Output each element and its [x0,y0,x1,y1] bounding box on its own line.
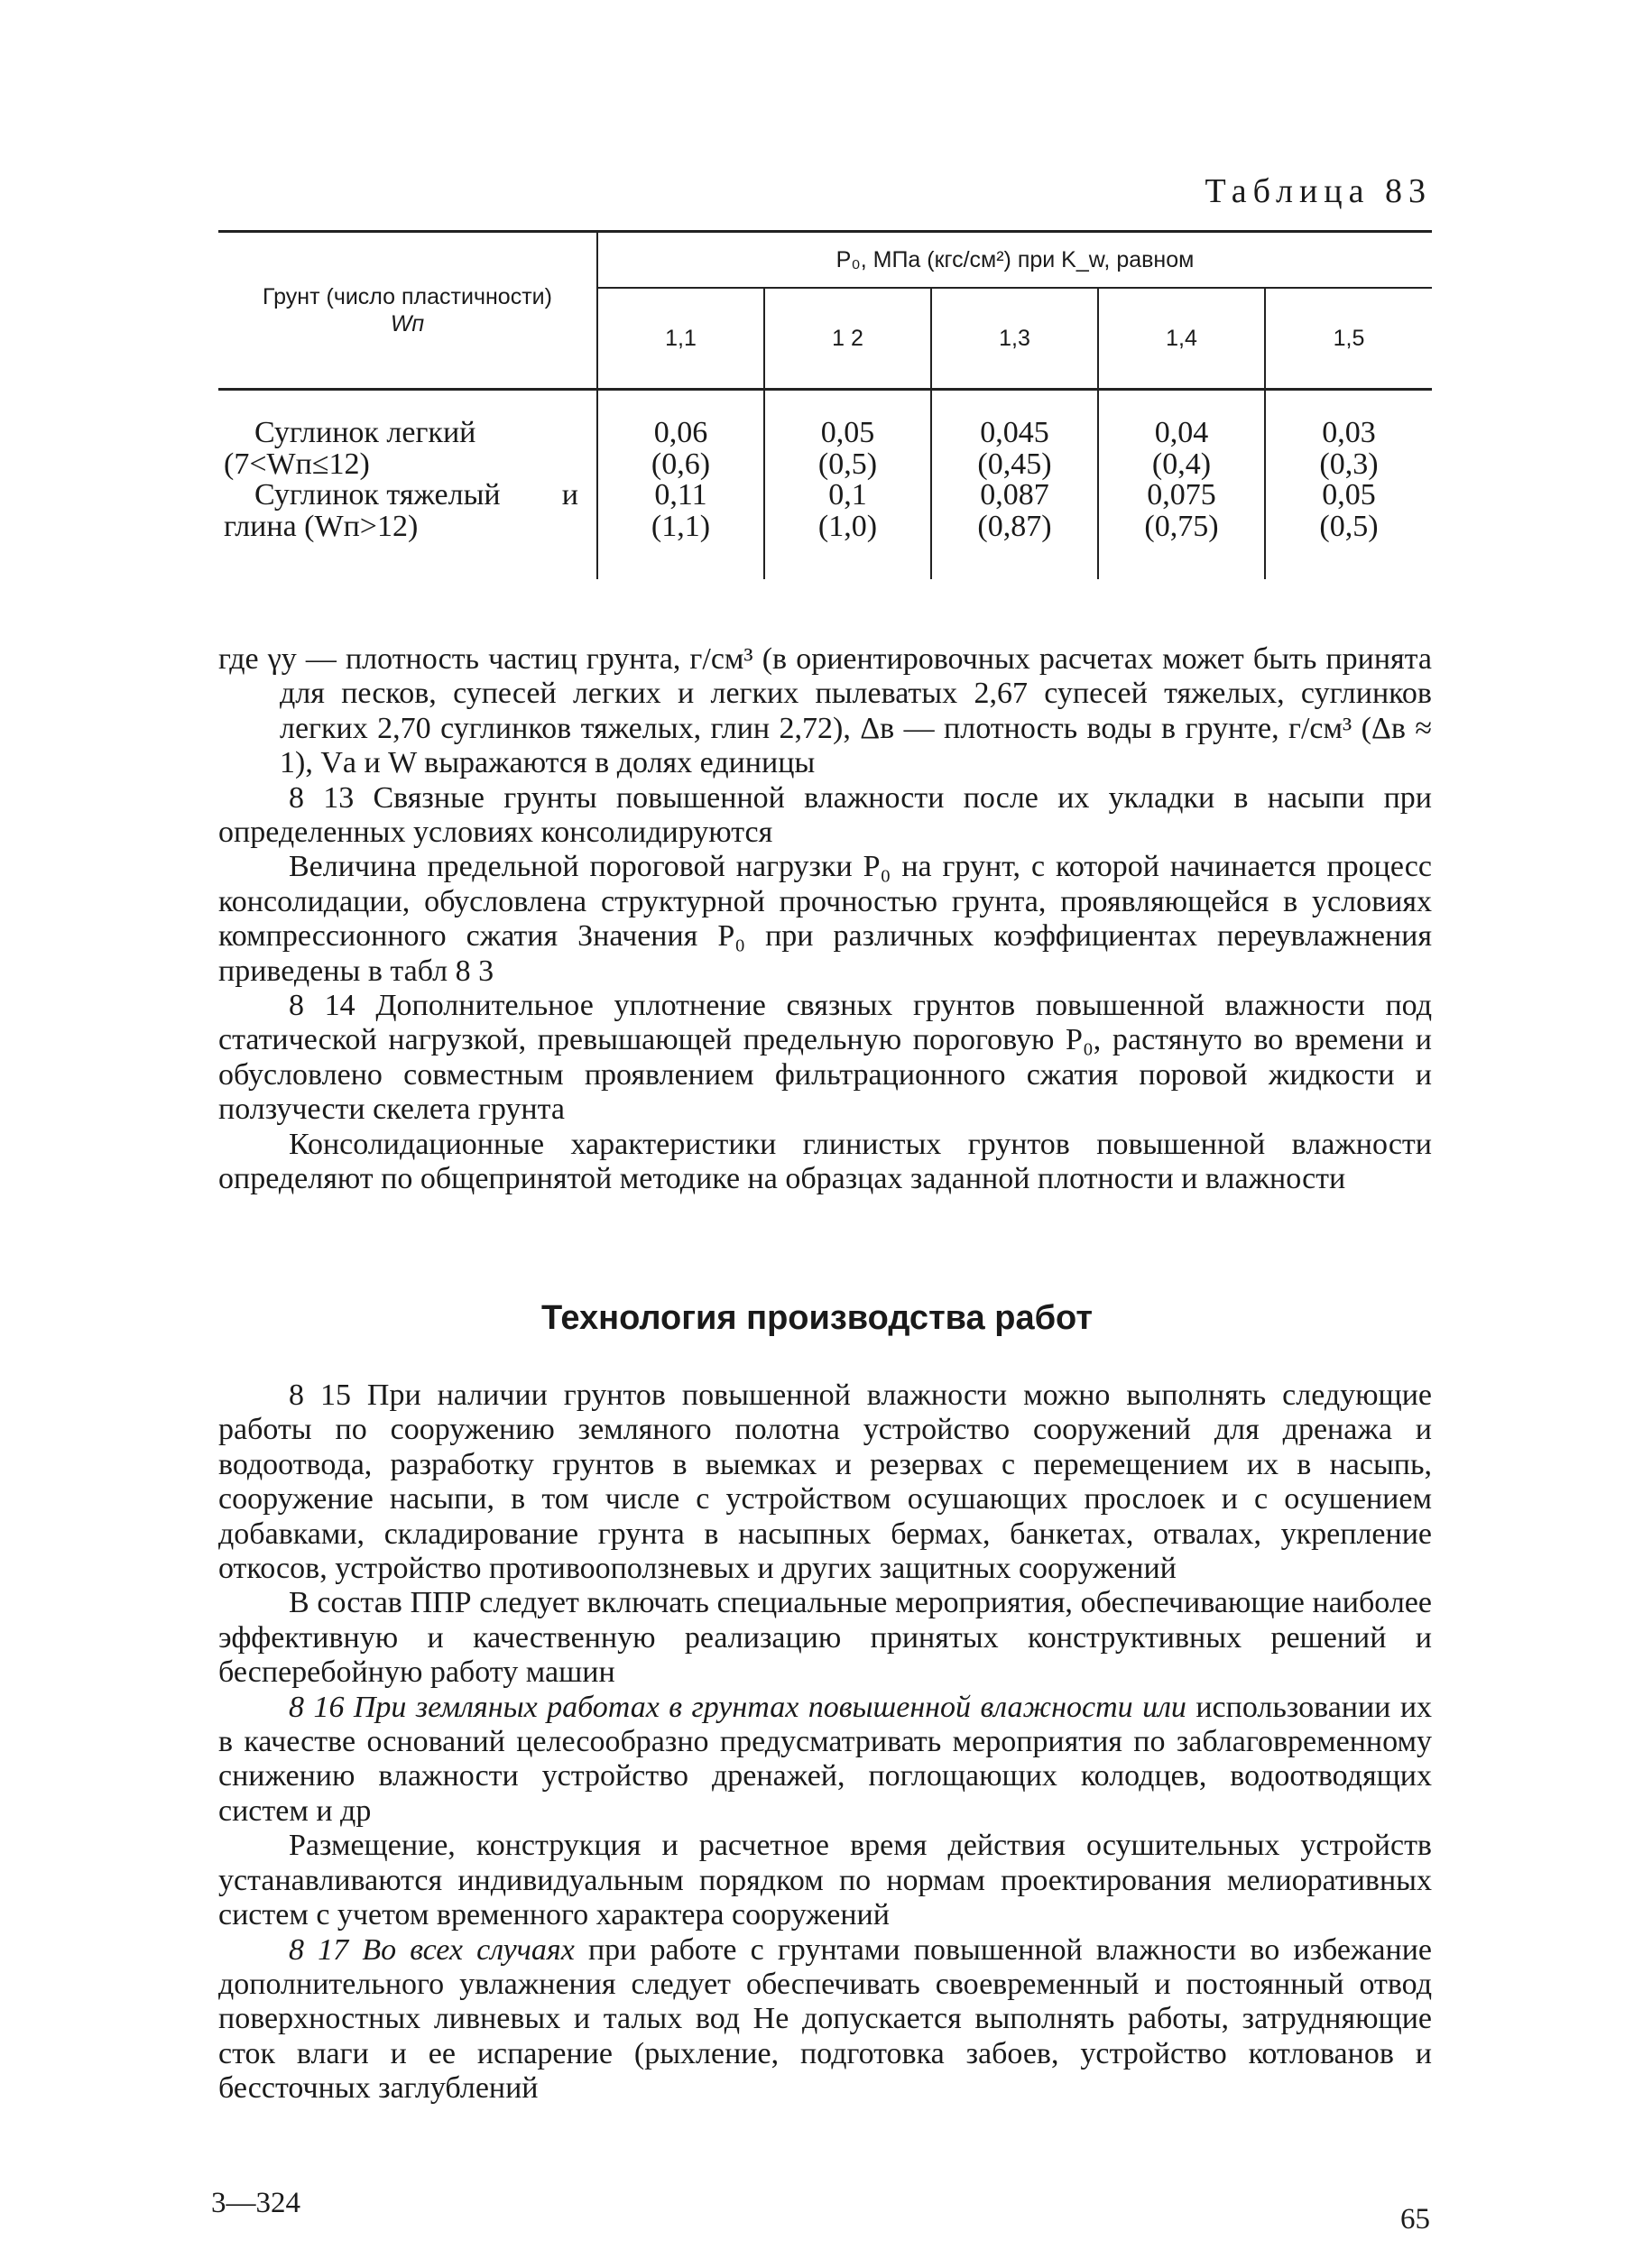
signature-mark: 3—324 [211,2187,300,2219]
table-value: 0,03 [1322,416,1376,449]
paragraph-8-16 [218,1691,1432,1830]
header-k-5: 1,5 [1265,288,1432,390]
table-value: 0,087 [980,478,1049,512]
header-soil-line2: Wп [390,311,425,337]
table-value: (0,45) [977,447,1052,481]
table-value: (0,75) [1144,510,1219,544]
soil-label-light-loam-range: (7<Wп≤12) [224,447,370,481]
soil-label-clay: глина (Wп>12) [224,510,419,544]
table-cell-k-4 [1098,390,1265,579]
header-soil [218,232,597,390]
table-value: (0,87) [977,510,1052,544]
table-value: (0,6) [651,447,711,481]
header-soil-line1: Грунт (число пластичности) [263,284,552,309]
header-k-3: 1,3 [931,288,1098,390]
consolidation-load-table [218,230,1432,579]
table-value: 0,075 [1147,478,1216,512]
paragraph-8-16-rest: использовании их в качестве оснований целесообразно предусматривать мероприятия по заблаговременному снижению влажности устройство дренажей, поглощающих колодцев, водоотводящих систем и др [218,1690,1433,1828]
table-value: 0,05 [820,416,875,449]
table-value: (1,0) [817,510,878,544]
header-k-1: 1,1 [597,288,764,390]
paragraph-ppr: В состав ППР следует включать специальные мероприятия, обеспечивающие наиболее эффективную и качественную реализацию принятых конструктивных решений и бесперебойную работу машин [218,1586,1432,1690]
table-value: 0,04 [1154,416,1209,449]
table-cell-k-2 [764,390,931,579]
table-value: (0,4) [1151,447,1212,481]
paragraph-8-17-italic: 8 17 Во всех случаях [289,1932,575,1967]
table-value: (0,3) [1319,447,1379,481]
paragraph-8-13: 8 13 Связные грунты повышенной влажности после их укладки в насыпи при определенных условиях консолидируются [218,780,1432,850]
header-k-4: 1,4 [1098,288,1265,390]
where-lead: где γу — [218,642,337,676]
soil-label-heavy-loam [224,480,578,512]
paragraph-placement: Размещение, конструкция и расчетное время действия осушительных устройств устанавливаются индивидуальным порядком по нормам проектирования мелиоративных систем с учетом временного характера сооружений [218,1829,1432,1932]
where-body: плотность частиц грунта, г/см³ (в ориентировочных расчетах может быть принята для песков, супесей легких и легких пылеватых 2,67 супесей тяжелых, суглинков легких 2,70 суглинков тяжелых, глин 2,72), Δв — плотность воды в грунте, г/см³ (Δв ≈ 1), Vа и W выражаются в долях единицы [280,642,1433,780]
table-value: 0,06 [653,416,708,449]
lower-text [218,1378,1432,2107]
table-value: 0,045 [980,416,1049,449]
upper-text [218,642,1432,1197]
header-param: P₀, МПа (кгс/см²) при K_w, равном [597,232,1432,289]
paragraph-8-17 [218,1933,1432,2107]
soil-label-heavy-loam-conj: и [561,478,578,512]
table-value: (0,5) [817,447,878,481]
table-title: Таблица 83 [1205,172,1432,210]
paragraph-8-14: 8 14 Дополнительное уплотнение связных грунтов повышенной влажности под статической нагрузкой, превышающей предельную пороговую P₀, растянуто во времени и обусловлено совместным проявлением фильтрационного сжатия поровой жидкости и ползучести скелета грунта [218,989,1432,1127]
table-value: 0,1 [828,478,867,512]
header-k-2: 1 2 [764,288,931,390]
table-value: 0,05 [1322,478,1376,512]
table-value: (1,1) [651,510,711,544]
where-paragraph [218,642,1432,781]
table-cell-k-3 [931,390,1098,579]
table-row [218,390,1432,579]
paragraph-8-15: 8 15 При наличии грунтов повышенной влажности можно выполнять следующие работы по сооружению земляного полотна устройство сооружений для дренажа и водоотвода, разработку грунтов в выемках и резервах с перемещением их в насыпь, сооружение насыпи, в том числе с устройством осушающих прослоек и с осушением добавками, складирование грунта в насыпных бермах, банкетах, отвалах, укрепление откосов, устройство противооползневых и других защитных сооружений [218,1378,1432,1586]
soil-label-heavy-loam-text: Суглинок тяжелый [254,478,501,512]
page-number: 65 [1400,2203,1430,2236]
paragraph-8-16-italic: 8 16 При земляных работах в грунтах повышенной влажности или [289,1690,1186,1724]
table-cell-k-1 [597,390,764,579]
table-value: (0,5) [1319,510,1379,544]
table-value: 0,11 [654,478,707,512]
soil-labels [218,390,597,579]
paragraph-consolidation: Консолидационные характеристики глинистых грунтов повышенной влажности определяют по общепринятой методике на образцах заданной плотности и влажности [218,1127,1432,1196]
paragraph-8-17-rest: при работе с грунтами повышенной влажности во избежание дополнительного увлажнения следует обеспечивать своевременный и постоянный отвод поверхностных ливневых и талых вод Не допускается выполнять работы, затрудняющие сток влаги и ее испарение (рыхление, подготовка забоев, устройство котлованов и бессточных заглублений [218,1932,1432,2106]
soil-label-light-loam: Суглинок легкий [254,416,476,449]
paragraph-threshold-load: Величина предельной пороговой нагрузки P₀ на грунт, с которой начинается процесс консолидации, обусловлена структурной прочностью грунта, проявляющейся в условиях компрессионного сжатия Значения P₀ при различных коэффициентах переувлажнения приведены в табл 8 3 [218,850,1432,988]
table-cell-k-5 [1265,390,1432,579]
section-heading: Технология производства работ [541,1299,1093,1337]
